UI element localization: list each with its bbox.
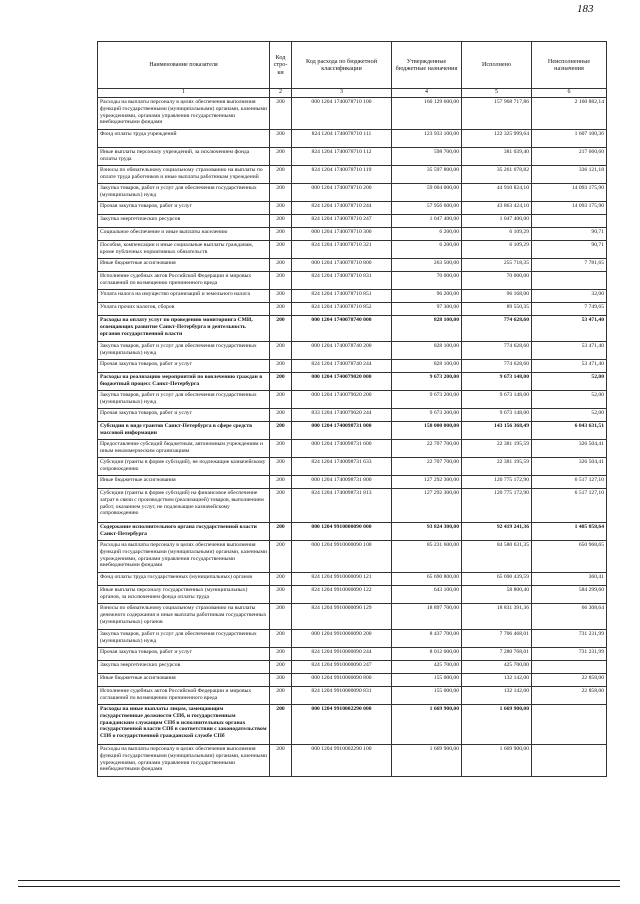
table-row xyxy=(98,228,607,241)
row-unexecuted: 32,00 xyxy=(532,290,607,303)
row-approved: 65 690 800,00 xyxy=(392,573,462,586)
row-unexecuted xyxy=(532,215,607,228)
row-unexecuted: 66 308,64 xyxy=(532,604,607,630)
row-executed: 9 673 148,00 xyxy=(462,373,532,391)
row-unexecuted: 7 749,65 xyxy=(532,303,607,316)
table-row xyxy=(98,674,607,687)
row-executed: 96 168,00 xyxy=(462,290,532,303)
row-unexecuted: 90,71 xyxy=(532,228,607,241)
row-name: Уплата налога на имущество организаций и земельного налога xyxy=(98,290,270,303)
row-approved: 127 292 300,00 xyxy=(392,476,462,489)
row-unexecuted: 22 858,00 xyxy=(532,687,607,705)
row-line-code: 200 xyxy=(270,661,292,674)
row-approved: 9 673 200,00 xyxy=(392,373,462,391)
row-unexecuted: 731 231,99 xyxy=(532,630,607,648)
row-budget-code: 824 1204 1740078740 244 xyxy=(292,360,392,373)
row-line-code: 200 xyxy=(270,98,292,130)
row-executed: 9 673 148,00 xyxy=(462,409,532,422)
row-line-code: 200 xyxy=(270,342,292,360)
table-row xyxy=(98,661,607,674)
row-name: Содержание исполнительного органа государственной власти Санкт-Петербурга xyxy=(98,523,270,541)
row-name: Закупка энергетических ресурсов xyxy=(98,215,270,228)
row-approved: 6 200,00 xyxy=(392,228,462,241)
table-row xyxy=(98,705,607,745)
table-row xyxy=(98,130,607,148)
row-budget-code: 000 1204 1740078740 200 xyxy=(292,342,392,360)
row-name: Закупка товаров, работ и услуг для обеспечения государственных (муниципальных) нужд xyxy=(98,342,270,360)
row-name: Субсидии в виде грантов Санкт-Петербурга в сфере средств массовой информации xyxy=(98,422,270,440)
row-line-code: 200 xyxy=(270,458,292,476)
row-approved: 155 000,00 xyxy=(392,674,462,687)
row-name: Расходы на выплаты персоналу в целях обеспечения выполнения функций государственными (муниципальными) органами, казенными учреждениями, органами управления государственными внебюджетными фондами xyxy=(98,541,270,573)
row-executed: 6 109,29 xyxy=(462,228,532,241)
row-unexecuted: 6 517 127,10 xyxy=(532,476,607,489)
row-budget-code: 000 1204 1740078710 300 xyxy=(292,228,392,241)
row-executed: 157 968 717,86 xyxy=(462,98,532,130)
row-budget-code: 824 1204 1740078710 119 xyxy=(292,166,392,184)
row-line-code: 200 xyxy=(270,272,292,290)
column-number-row xyxy=(98,89,607,98)
row-name: Закупка товаров, работ и услуг для обеспечения государственных (муниципальных) нужд xyxy=(98,391,270,409)
header-name: Наименование показателя xyxy=(98,42,270,89)
row-budget-code: 000 1204 1740079020 200 xyxy=(292,391,392,409)
row-executed: 70 000,00 xyxy=(462,272,532,290)
table-row xyxy=(98,648,607,661)
row-budget-code: 824 1204 9910000090 831 xyxy=(292,687,392,705)
row-unexecuted: 14 093 175,90 xyxy=(532,202,607,215)
row-unexecuted: 52,00 xyxy=(532,391,607,409)
row-name: Прочая закупка товаров, работ и услуг xyxy=(98,202,270,215)
row-line-code: 200 xyxy=(270,360,292,373)
row-budget-code: 000 1204 1740098731 800 xyxy=(292,476,392,489)
row-executed: 774 628,60 xyxy=(462,360,532,373)
row-approved: 425 700,00 xyxy=(392,661,462,674)
row-approved: 8 437 700,00 xyxy=(392,630,462,648)
row-budget-code: 000 1204 1740098731 600 xyxy=(292,440,392,458)
table-row xyxy=(98,489,607,523)
row-approved: 160 129 600,00 xyxy=(392,98,462,130)
row-budget-code: 824 1204 1740078710 321 xyxy=(292,241,392,259)
row-unexecuted: 336 121,18 xyxy=(532,166,607,184)
row-approved: 828 100,00 xyxy=(392,342,462,360)
row-executed: 1 047 400,00 xyxy=(462,215,532,228)
column-number: 3 xyxy=(292,89,392,98)
row-executed: 43 863 424,10 xyxy=(462,202,532,215)
row-budget-code: 824 1204 1740078710 247 xyxy=(292,215,392,228)
row-budget-code: 000 1204 1740079020 000 xyxy=(292,373,392,391)
row-executed: 1 669 900,00 xyxy=(462,745,532,777)
row-line-code: 200 xyxy=(270,586,292,604)
row-approved: 123 933 100,00 xyxy=(392,130,462,148)
table-row xyxy=(98,290,607,303)
row-approved: 59 004 000,00 xyxy=(392,184,462,202)
column-number: 2 xyxy=(270,89,292,98)
row-executed: 774 628,60 xyxy=(462,316,532,342)
row-budget-code: 824 1204 1740078710 111 xyxy=(292,130,392,148)
table-row xyxy=(98,215,607,228)
row-line-code: 200 xyxy=(270,674,292,687)
row-unexecuted: 650 968,65 xyxy=(532,541,607,573)
row-name: Взносы по обязательному социальному страхованию на выплаты денежного содержания и иные выплаты работникам государственных (муниципальных) органов xyxy=(98,604,270,630)
row-unexecuted xyxy=(532,272,607,290)
row-line-code: 200 xyxy=(270,148,292,166)
row-executed: 22 381 195,59 xyxy=(462,458,532,476)
row-approved: 22 707 700,00 xyxy=(392,440,462,458)
row-line-code: 200 xyxy=(270,745,292,777)
row-executed: 7 280 768,01 xyxy=(462,648,532,661)
row-budget-code: 824 1204 9910000090 247 xyxy=(292,661,392,674)
row-name: Предоставление субсидий бюджетным, автономным учреждениям и иным некоммерческим организациям xyxy=(98,440,270,458)
header-line-code: Код стро-ки xyxy=(270,42,292,89)
table-header-row xyxy=(98,42,607,89)
column-number: 1 xyxy=(98,89,270,98)
row-name: Исполнение судебных актов Российской Федерации и мировых соглашений по возмещению причиненного вреда xyxy=(98,272,270,290)
row-unexecuted xyxy=(532,661,607,674)
row-name: Закупка энергетических ресурсов xyxy=(98,661,270,674)
table-row xyxy=(98,98,607,130)
row-executed: 132 142,00 xyxy=(462,674,532,687)
row-approved: 93 824 300,00 xyxy=(392,523,462,541)
row-executed: 92 419 241,36 xyxy=(462,523,532,541)
row-executed: 122 325 999,64 xyxy=(462,130,532,148)
header-unexecuted: Неисполненные назначения xyxy=(532,42,607,89)
row-name: Субсидии (гранты в форме субсидий), не подлежащие казначейскому сопровождению xyxy=(98,458,270,476)
row-unexecuted: 53 471,40 xyxy=(532,342,607,360)
row-name: Закупка товаров, работ и услуг для обеспечения государственных (муниципальных) нужд xyxy=(98,184,270,202)
row-line-code: 200 xyxy=(270,422,292,440)
row-executed: 255 718,35 xyxy=(462,259,532,272)
row-unexecuted: 6 843 631,51 xyxy=(532,422,607,440)
row-unexecuted: 2 160 882,14 xyxy=(532,98,607,130)
row-line-code: 200 xyxy=(270,409,292,422)
bottom-rule xyxy=(18,880,620,881)
table-row xyxy=(98,166,607,184)
row-approved: 96 200,00 xyxy=(392,290,462,303)
row-unexecuted: 1 405 058,64 xyxy=(532,523,607,541)
table-row xyxy=(98,303,607,316)
row-name: Иные выплаты персоналу учреждений, за исключением фонда оплаты труда xyxy=(98,148,270,166)
row-name: Расходы на выплаты персоналу в целях обеспечения выполнения функций государственными (муниципальными) органами, казенными учреждениями, органами управления государственными внебюджетными фондами xyxy=(98,98,270,130)
row-line-code: 200 xyxy=(270,687,292,705)
row-line-code: 200 xyxy=(270,573,292,586)
column-number: 4 xyxy=(392,89,462,98)
row-name: Уплата прочих налогов, сборов xyxy=(98,303,270,316)
header-budget-code: Код расхода по бюджетной классификации xyxy=(292,42,392,89)
table-row xyxy=(98,259,607,272)
row-line-code: 200 xyxy=(270,290,292,303)
row-line-code: 200 xyxy=(270,523,292,541)
table-row xyxy=(98,573,607,586)
row-name: Иные выплаты персоналу государственных (муниципальных) органов, за исключением фонда оплаты труда xyxy=(98,586,270,604)
row-line-code: 200 xyxy=(270,228,292,241)
row-approved: 6 200,00 xyxy=(392,241,462,259)
row-approved: 97 300,00 xyxy=(392,303,462,316)
row-name: Фонд оплаты труда государственных (муниципальных) органов xyxy=(98,573,270,586)
row-unexecuted: 53 471,40 xyxy=(532,316,607,342)
row-executed: 9 673 148,00 xyxy=(462,391,532,409)
row-name: Расходы на иные выплаты лицам, замещающим государственные должности СПб, и государственным гражданским служащим СПб в исполнительных органах государственной власти СПб в соответствии с законодательством СПб о государственной гражданской службе СПб xyxy=(98,705,270,745)
table-row xyxy=(98,391,607,409)
row-name: Прочая закупка товаров, работ и услуг xyxy=(98,360,270,373)
row-budget-code: 824 1204 9910000090 121 xyxy=(292,573,392,586)
row-line-code: 200 xyxy=(270,373,292,391)
row-approved: 828 100,00 xyxy=(392,316,462,342)
row-approved: 643 100,00 xyxy=(392,586,462,604)
row-approved: 22 707 700,00 xyxy=(392,458,462,476)
row-executed: 18 831 391,36 xyxy=(462,604,532,630)
row-line-code: 200 xyxy=(270,241,292,259)
row-budget-code: 000 1204 9910000090 200 xyxy=(292,630,392,648)
row-executed: 65 690 439,59 xyxy=(462,573,532,586)
row-budget-code: 824 1204 1740078710 244 xyxy=(292,202,392,215)
row-unexecuted: 326 504,41 xyxy=(532,440,607,458)
row-line-code: 200 xyxy=(270,316,292,342)
row-name: Субсидии (гранты в форме субсидий) на финансовое обеспечение затрат в связи с производством (реализацией) товаров, выполнением работ, оказанием услуг, не подлежащие казначейскому сопровождению xyxy=(98,489,270,523)
row-line-code: 200 xyxy=(270,604,292,630)
row-executed: 132 142,00 xyxy=(462,687,532,705)
row-line-code: 200 xyxy=(270,184,292,202)
row-executed: 120 775 172,90 xyxy=(462,476,532,489)
row-name: Иные бюджетные ассигнования xyxy=(98,259,270,272)
row-name: Расходы на реализацию мероприятий по вовлечению граждан в бюджетный процесс Санкт-Петербурга xyxy=(98,373,270,391)
row-unexecuted: 14 093 175,90 xyxy=(532,184,607,202)
row-name: Иные бюджетные ассигнования xyxy=(98,476,270,489)
row-name: Взносы по обязательному социальному страхованию на выплаты по оплате труда работников и иные выплаты работникам учреждений xyxy=(98,166,270,184)
row-executed: 84 580 631,35 xyxy=(462,541,532,573)
row-unexecuted: 584 299,60 xyxy=(532,586,607,604)
row-line-code: 200 xyxy=(270,705,292,745)
table-row xyxy=(98,541,607,573)
row-unexecuted xyxy=(532,745,607,777)
row-unexecuted: 360,41 xyxy=(532,573,607,586)
bottom-rule-thin xyxy=(18,886,620,887)
row-approved: 85 231 600,00 xyxy=(392,541,462,573)
table-row xyxy=(98,184,607,202)
row-budget-code: 000 1204 9910000090 800 xyxy=(292,674,392,687)
row-executed: 89 550,35 xyxy=(462,303,532,316)
table-row xyxy=(98,316,607,342)
row-budget-code: 824 1204 1740098731 633 xyxy=(292,458,392,476)
table-row xyxy=(98,687,607,705)
row-budget-code: 000 1204 9910002290 000 xyxy=(292,705,392,745)
row-budget-code: 824 1204 9910000090 244 xyxy=(292,648,392,661)
budget-execution-table xyxy=(97,41,607,777)
row-executed: 1 669 900,00 xyxy=(462,705,532,745)
row-approved: 263 500,00 xyxy=(392,259,462,272)
table-row xyxy=(98,440,607,458)
row-approved: 57 956 600,00 xyxy=(392,202,462,215)
row-budget-code: 824 1204 1740078710 112 xyxy=(292,148,392,166)
row-name: Иные бюджетные ассигнования xyxy=(98,674,270,687)
row-line-code: 200 xyxy=(270,541,292,573)
row-budget-code: 824 1204 1740098731 813 xyxy=(292,489,392,523)
row-executed: 774 628,60 xyxy=(462,342,532,360)
row-name: Исполнение судебных актов Российской Федерации и мировых соглашений по возмещению причиненного вреда xyxy=(98,687,270,705)
row-unexecuted: 90,71 xyxy=(532,241,607,259)
row-approved: 150 000 000,00 xyxy=(392,422,462,440)
row-executed: 6 109,29 xyxy=(462,241,532,259)
row-name: Расходы на оплату услуг по проведению мониторинга СМИ, освещающих развитие Санкт-Петербурга и деятельность органов государственной власти xyxy=(98,316,270,342)
row-executed: 44 910 824,10 xyxy=(462,184,532,202)
row-approved: 9 673 200,00 xyxy=(392,391,462,409)
table-row xyxy=(98,202,607,215)
row-executed: 35 261 678,82 xyxy=(462,166,532,184)
table-row xyxy=(98,586,607,604)
table-row xyxy=(98,409,607,422)
row-budget-code: 824 1204 1740078710 831 xyxy=(292,272,392,290)
row-budget-code: 000 1204 1740098731 000 xyxy=(292,422,392,440)
table-row xyxy=(98,745,607,777)
row-line-code: 200 xyxy=(270,489,292,523)
row-unexecuted: 1 607 100,36 xyxy=(532,130,607,148)
row-name: Социальное обеспечение и иные выплаты населению xyxy=(98,228,270,241)
header-executed: Исполнено xyxy=(462,42,532,89)
table-row xyxy=(98,272,607,290)
row-unexecuted: 52,00 xyxy=(532,373,607,391)
table-body xyxy=(98,98,607,777)
row-budget-code: 000 1204 9910000090 000 xyxy=(292,523,392,541)
table-row xyxy=(98,148,607,166)
row-unexecuted: 731 231,99 xyxy=(532,648,607,661)
row-line-code: 200 xyxy=(270,440,292,458)
row-line-code: 200 xyxy=(270,648,292,661)
row-executed: 22 381 195,59 xyxy=(462,440,532,458)
row-line-code: 200 xyxy=(270,166,292,184)
row-line-code: 200 xyxy=(270,130,292,148)
row-approved: 35 597 800,00 xyxy=(392,166,462,184)
row-approved: 8 012 000,00 xyxy=(392,648,462,661)
row-unexecuted: 22 858,00 xyxy=(532,674,607,687)
row-approved: 598 700,00 xyxy=(392,148,462,166)
row-executed: 143 156 368,49 xyxy=(462,422,532,440)
row-unexecuted: 326 504,41 xyxy=(532,458,607,476)
row-executed: 381 039,40 xyxy=(462,148,532,166)
row-executed: 425 700,00 xyxy=(462,661,532,674)
row-name: Закупка товаров, работ и услуг для обеспечения государственных (муниципальных) нужд xyxy=(98,630,270,648)
row-approved: 127 292 300,00 xyxy=(392,489,462,523)
row-unexecuted: 7 781,65 xyxy=(532,259,607,272)
row-line-code: 200 xyxy=(270,391,292,409)
table-row xyxy=(98,360,607,373)
row-line-code: 200 xyxy=(270,630,292,648)
row-budget-code: 824 1204 9910000090 122 xyxy=(292,586,392,604)
row-budget-code: 833 1204 1740079020 244 xyxy=(292,409,392,422)
row-approved: 18 897 700,00 xyxy=(392,604,462,630)
row-name: Фонд оплаты труда учреждений xyxy=(98,130,270,148)
table-row xyxy=(98,342,607,360)
row-unexecuted: 53 471,40 xyxy=(532,360,607,373)
row-name: Пособия, компенсации и иные социальные выплаты гражданам, кроме публичных нормативных обязательств xyxy=(98,241,270,259)
row-approved: 1 669 900,00 xyxy=(392,705,462,745)
column-number: 5 xyxy=(462,89,532,98)
table-row xyxy=(98,422,607,440)
row-approved: 9 673 200,00 xyxy=(392,409,462,422)
row-executed: 58 800,40 xyxy=(462,586,532,604)
row-approved: 70 000,00 xyxy=(392,272,462,290)
table-row xyxy=(98,523,607,541)
table-row xyxy=(98,604,607,630)
row-name: Прочая закупка товаров, работ и услуг xyxy=(98,409,270,422)
row-budget-code: 000 1204 1740078710 100 xyxy=(292,98,392,130)
row-name: Расходы на выплаты персоналу в целях обеспечения выполнения функций государственными (муниципальными) органами, казенными учреждениями, органами управления государственными внебюджетными фондами xyxy=(98,745,270,777)
table-row xyxy=(98,373,607,391)
table-row xyxy=(98,476,607,489)
table-row xyxy=(98,241,607,259)
row-line-code: 200 xyxy=(270,303,292,316)
table-row xyxy=(98,630,607,648)
row-unexecuted xyxy=(532,705,607,745)
table-row xyxy=(98,458,607,476)
row-budget-code: 000 1204 1740078710 800 xyxy=(292,259,392,272)
row-budget-code: 824 1204 1740078710 851 xyxy=(292,290,392,303)
column-number: 6 xyxy=(532,89,607,98)
row-budget-code: 824 1204 9910000090 129 xyxy=(292,604,392,630)
header-approved: Утвержденные бюджетные назначения xyxy=(392,42,462,89)
row-budget-code: 000 1204 9910000090 100 xyxy=(292,541,392,573)
row-approved: 155 000,00 xyxy=(392,687,462,705)
row-line-code: 200 xyxy=(270,202,292,215)
row-approved: 1 047 400,00 xyxy=(392,215,462,228)
row-line-code: 200 xyxy=(270,259,292,272)
row-executed: 7 706 468,01 xyxy=(462,630,532,648)
row-approved: 1 669 900,00 xyxy=(392,745,462,777)
row-line-code: 200 xyxy=(270,476,292,489)
row-budget-code: 000 1204 9910002290 100 xyxy=(292,745,392,777)
row-unexecuted: 217 660,60 xyxy=(532,148,607,166)
row-budget-code: 000 1204 1740078740 000 xyxy=(292,316,392,342)
row-unexecuted: 6 517 127,10 xyxy=(532,489,607,523)
page-number: 183 xyxy=(577,3,594,15)
row-budget-code: 000 1204 1740078710 200 xyxy=(292,184,392,202)
row-unexecuted: 52,00 xyxy=(532,409,607,422)
row-budget-code: 824 1204 1740078710 852 xyxy=(292,303,392,316)
row-executed: 120 775 172,90 xyxy=(462,489,532,523)
row-line-code: 200 xyxy=(270,215,292,228)
row-approved: 828 100,00 xyxy=(392,360,462,373)
row-name: Прочая закупка товаров, работ и услуг xyxy=(98,648,270,661)
